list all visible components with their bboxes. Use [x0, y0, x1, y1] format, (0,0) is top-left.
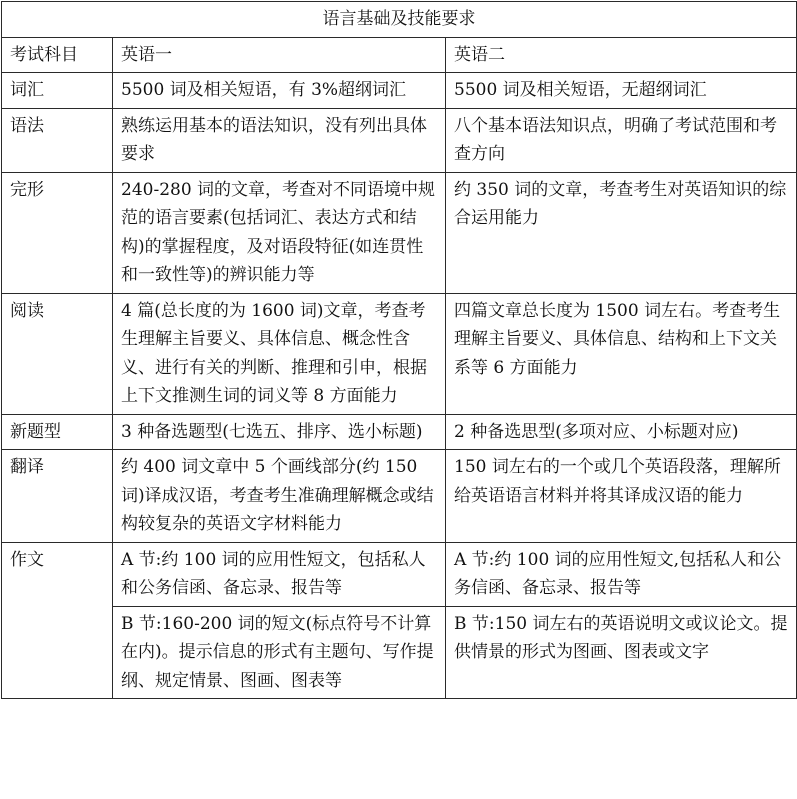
cell-english1: B 节:160-200 词的短文(标点符号不计算在内)。提示信息的形式有主题句、写作提纲、规定情景、图画、图表等	[113, 606, 446, 699]
requirements-table	[1, 1, 797, 699]
row-writing-part-a	[2, 542, 797, 606]
row-grammar	[2, 108, 797, 172]
row-new-question-types	[2, 414, 797, 450]
row-cloze	[2, 172, 797, 293]
cell-english2: 八个基本语法知识点，明确了考试范围和考查方向	[446, 108, 797, 172]
cell-english1: 熟练运用基本的语法知识，没有列出具体要求	[113, 108, 446, 172]
cell-english1: 约 400 词文章中 5 个画线部分(约 150 词)译成汉语，考查考生准确理解概念或结构较复杂的英语文字材料能力	[113, 450, 446, 543]
cell-english2: 四篇文章总长度为 1500 词左右。考查考生理解主旨要义、具体信息、结构和上下文关系等 6 方面能力	[446, 293, 797, 414]
cell-english1: 3 种备选题型(七选五、排序、选小标题)	[113, 414, 446, 450]
header-row	[2, 37, 797, 73]
row-label: 作文	[2, 542, 113, 699]
header-subject: 考试科目	[2, 37, 113, 73]
cell-english2: 5500 词及相关短语，无超纲词汇	[446, 73, 797, 109]
cell-english2: A 节:约 100 词的应用性短文,包括私人和公务信函、备忘录、报告等	[446, 542, 797, 606]
row-label: 新题型	[2, 414, 113, 450]
cell-english2: 2 种备选思型(多项对应、小标题对应)	[446, 414, 797, 450]
table-title: 语言基础及技能要求	[2, 2, 797, 38]
cell-english2: B 节:150 词左右的英语说明文或议论文。提供情景的形式为图画、图表或文字	[446, 606, 797, 699]
row-label: 完形	[2, 172, 113, 293]
row-vocabulary	[2, 73, 797, 109]
row-label: 阅读	[2, 293, 113, 414]
header-english2: 英语二	[446, 37, 797, 73]
row-label: 翻译	[2, 450, 113, 543]
row-writing-part-b	[2, 606, 797, 699]
cell-english1: A 节:约 100 词的应用性短文，包括私人和公务信函、备忘录、报告等	[113, 542, 446, 606]
cell-english1: 5500 词及相关短语，有 3%超纲词汇	[113, 73, 446, 109]
header-english1: 英语一	[113, 37, 446, 73]
cell-english2: 150 词左右的一个或几个英语段落，理解所给英语语言材料并将其译成汉语的能力	[446, 450, 797, 543]
cell-english1: 4 篇(总长度的为 1600 词)文章，考查考生理解主旨要义、具体信息、概念性含义、进行有关的判断、推理和引申，根据上下文推测生词的词义等 8 方面能力	[113, 293, 446, 414]
cell-english2: 约 350 词的文章，考查考生对英语知识的综合运用能力	[446, 172, 797, 293]
cell-english1: 240-280 词的文章，考查对不同语境中规范的语言要素(包括词汇、表达方式和结构)的掌握程度，及对语段特征(如连贯性和一致性等)的辨识能力等	[113, 172, 446, 293]
row-reading	[2, 293, 797, 414]
row-translation	[2, 450, 797, 543]
title-row	[2, 2, 797, 38]
row-label: 词汇	[2, 73, 113, 109]
row-label: 语法	[2, 108, 113, 172]
